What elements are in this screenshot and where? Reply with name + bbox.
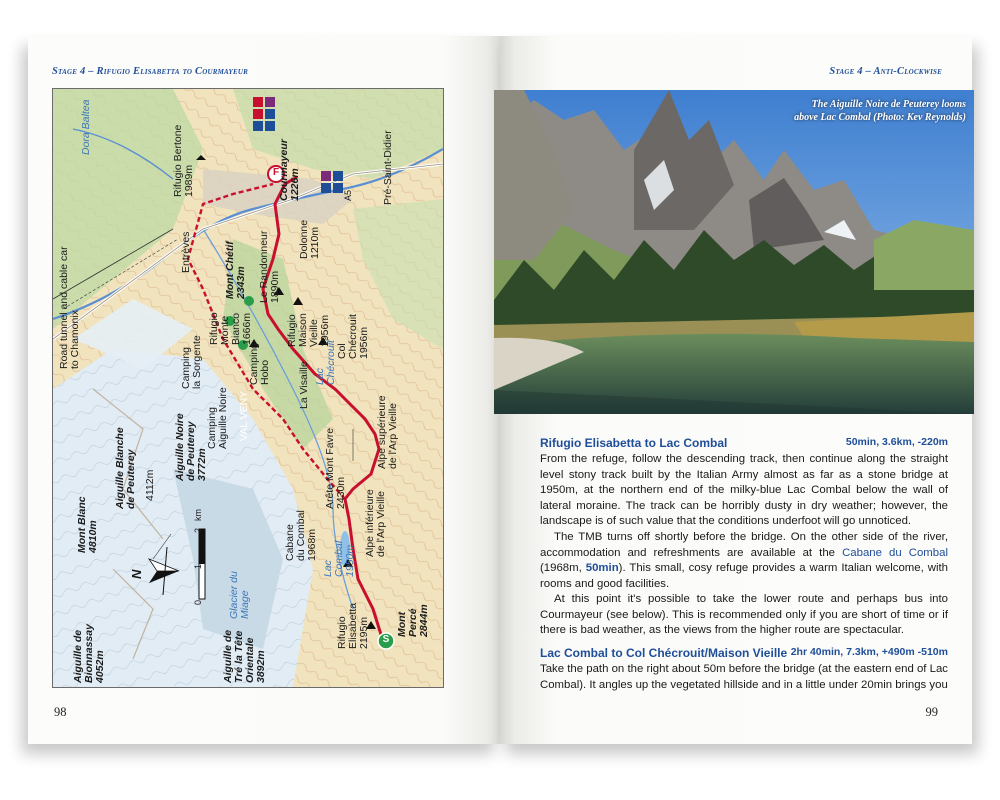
label-la-visaille: La Visaille [298,361,310,409]
label-mont-chetif: Mont Chétif 2343m [224,241,247,299]
label-aiguille-noire-peuterey: Aiguille Noire de Peuterey 3772m [174,413,208,481]
label-alpe-superieure: Alpe supérieure de l'Arp Vieille [376,395,399,469]
p2-text-a: The TMB turns off shortly before the bridge. On the other side of the river, accommodation and refreshments are available at the [540,531,948,559]
scale-zero: 0 [193,599,203,605]
north-label: N [129,569,144,579]
label-camping-aiguille-noire: Camping Aiguille Noire [206,387,229,449]
label-alpe-inferieure: Alpe inférieure de l'Arp Vieille [364,489,387,557]
label-arete-mont-favre: Arête Mont Favre 2430m [324,427,347,509]
caption-line-1: The Aiguille Noire de Peuterey looms [811,99,966,110]
label-dora-baltea: Dora Baltea [80,99,92,155]
section1-paragraph-2 [540,530,948,592]
label-rifugio-maison-vieille: Rifugio Maison Vieille 1956m [286,313,331,347]
label-road-tunnel: Road tunnel and cable car to Chamonix [58,246,81,369]
section2-paragraph-1: Take the path on the right about 50m before the bridge (at the eastern end of Lac Combal). It angles up the vegetated hillside and in a little under 20min brings you [540,663,948,691]
section1-paragraph-1: From the refuge, follow the descending track, then continue along the straight level stony track built by the Italian Army almost as far as a stone bridge at 1950m, at the northern end of the milky-blue Lac Combal below the wall of lateral moraine. The track can be horribly dusty in dry weather; however, the landscape is of such value that the conditions underfoot will go unnoticed. [540,453,948,527]
right-page [500,36,972,744]
p2-text-b: (1968m, [540,562,586,574]
left-running-head: Stage 4 – Rifugio Elisabetta to Courmayeur [52,66,248,77]
label-courmayeur: Courmayeur 1226m [278,139,301,201]
p2-time: 50min [585,562,619,574]
label-mont-perce: Mont Percé 2844m [396,604,430,637]
label-dolonne: Dolonne 1210m [298,219,321,259]
label-lac-checrouit: Lac Chécrouit [314,340,337,385]
scale-unit: km [193,509,203,521]
label-a5: A5 [343,189,353,201]
photo-graphic [494,90,974,414]
label-le-randonneur: Le Randonneur 1890m [258,230,281,303]
scale-two: 2 [193,527,203,533]
label-rifugio-elisabetta: Rifugio Elisabetta 2195m [336,602,370,649]
label-rifugio-monte-bianco: Rifugio Monte Bianco 1666m [208,312,253,345]
scale-one: 1 [193,563,203,569]
section-heading-1 [540,436,948,450]
label-alt-4112: 4112m [144,469,156,501]
left-page-number: 98 [54,705,67,719]
section-stats-2: 2hr 40min, 7.3km, +490m -510m [790,646,948,658]
section1-paragraph-3: At this point it's possible to take the lower route and perhaps bus into Courmayeur (see below). This is recommended only if you are short of time or if there is bad weather, as the views from the higher route are spectacular. [540,593,948,636]
label-aiguille-de-bionnassay: Aiguille de Bionnassay 4052m [72,624,106,683]
label-camping-hobo: Camping Hobo [248,342,271,385]
caption-line-2: above Lac Combal (Photo: Kev Reynolds) [794,112,966,123]
label-glacier-du-miage: Glacier du Miage [228,571,251,619]
p2-text-c: ). This small, cosy refuge provides a warm Italian welcome, with rooms and good facilities. [540,562,949,590]
cabane-du-combal-link[interactable]: Cabane du Combal [842,546,949,559]
label-entreves: Entrèves [180,231,192,273]
label-rifugio-bertone: Rifugio Bertone 1989m [172,124,195,197]
label-cabane-du-combal: Cabane du Combal 1968m [284,510,318,561]
right-page-number: 99 [925,705,938,719]
section-title-1: Rifugio Elisabetta to Lac Combal [540,436,728,450]
label-aiguille-tre-la-tete: Aiguille de Tré la Tête Orientale 3892m [222,629,267,683]
route-map [52,88,444,688]
label-camping-la-sorgente: Camping la Sorgente [180,335,203,389]
photo-caption [746,98,966,124]
section-stats-1: 50min, 3.6km, -220m [845,436,948,448]
section-heading-2 [540,646,948,660]
finish-label: F [272,167,280,178]
label-val-veny: VAL VENY [238,390,250,441]
section-title-2: Lac Combal to Col Chécrouit/Maison Vieille [540,646,788,660]
label-mont-blanc: Mont Blanc 4810m [76,496,99,553]
label-lac-combal: Lac Combal 1950m [322,540,356,577]
lac-combal-photo [494,90,974,414]
label-aiguille-blanche: Aiguille Blanche de Peuterey [114,427,137,509]
right-running-head: Stage 4 – Anti-Clockwise [829,66,942,77]
label-pre-saint-didier: Pré-Saint-Didier [382,130,394,205]
left-page [28,36,500,744]
label-col-checrouit: Col Chécrouit 1956m [336,314,370,359]
start-label: S [382,634,390,645]
